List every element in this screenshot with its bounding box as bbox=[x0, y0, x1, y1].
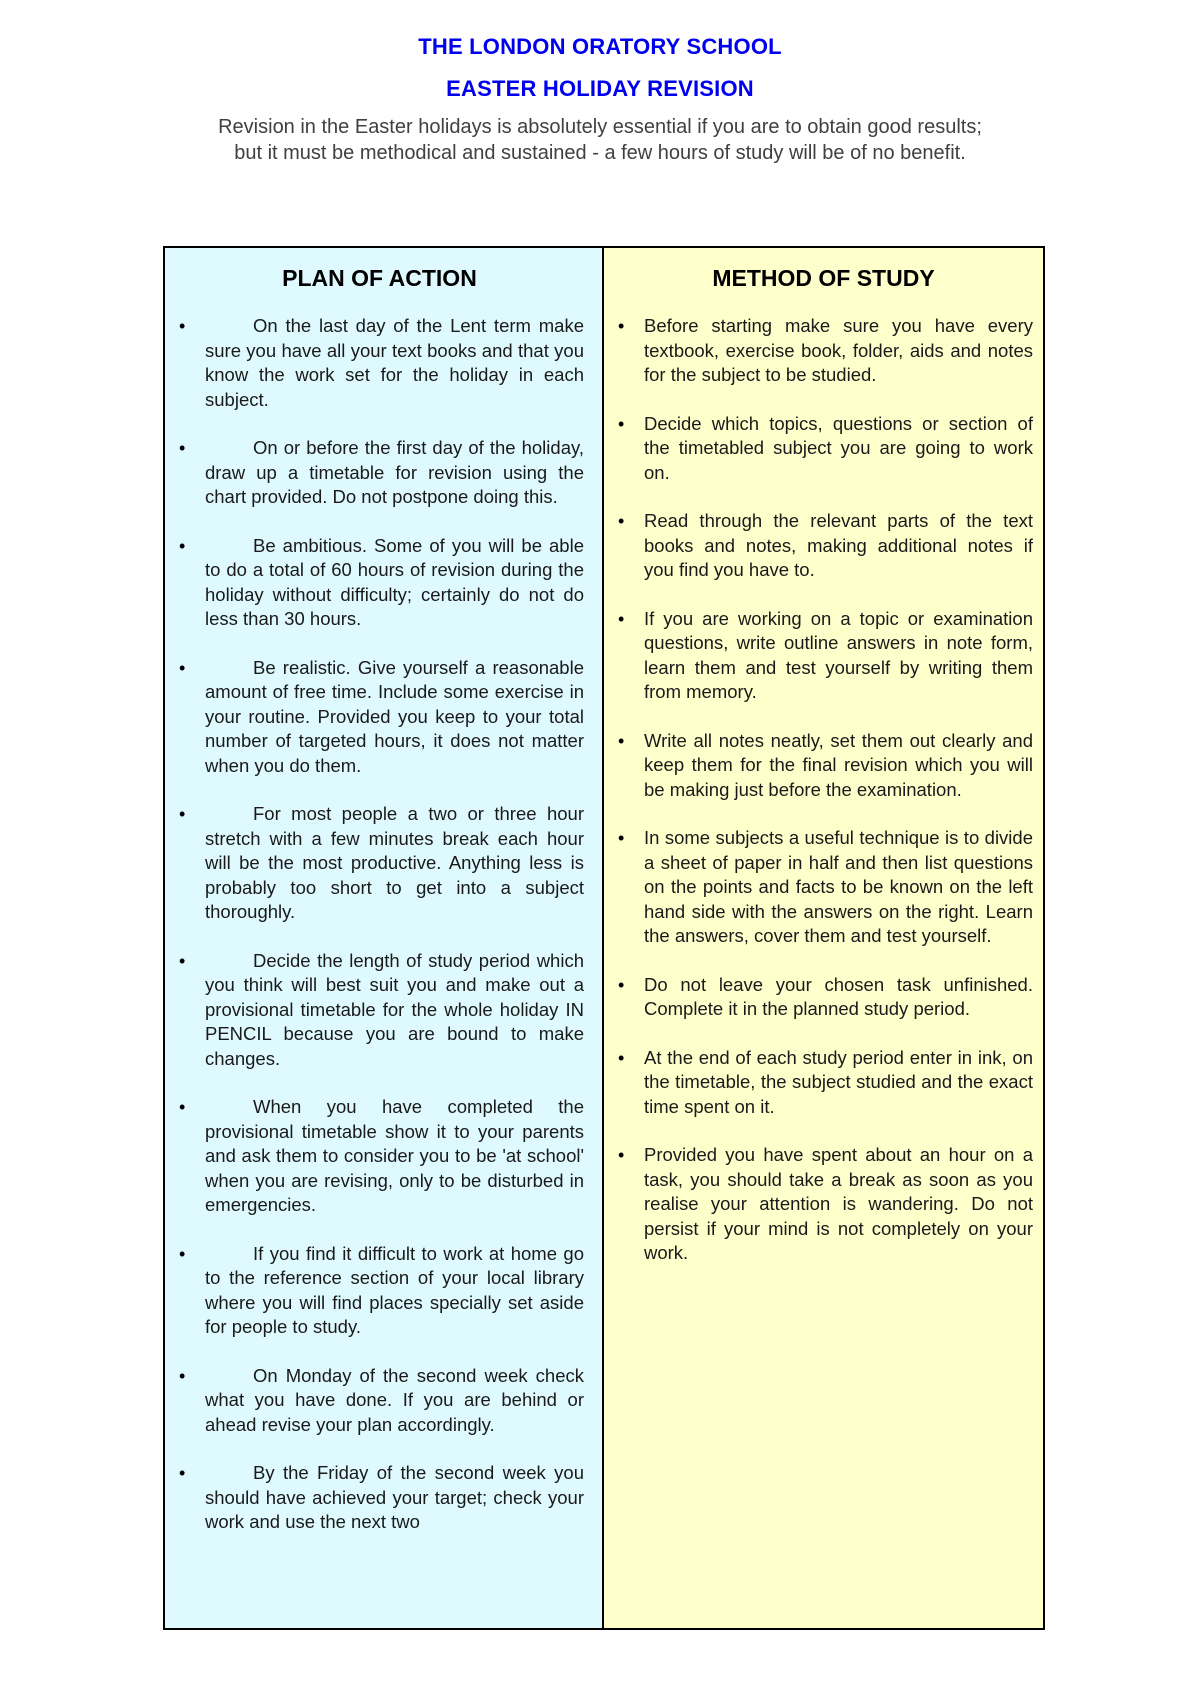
document-header bbox=[0, 34, 1200, 166]
bullet-icon: • bbox=[179, 1365, 186, 1386]
bullet-icon: • bbox=[179, 1463, 186, 1483]
method-item-text: Read through the relevant parts of the text books and notes, making additional notes if you find you have to. bbox=[644, 510, 1033, 580]
bullet-icon: • bbox=[179, 950, 186, 971]
method-of-study-heading: METHOD OF STUDY bbox=[712, 265, 935, 291]
method-item-text: Decide which topics, questions or section of the timetabled subject you are going to work on. bbox=[644, 412, 1033, 483]
method-item bbox=[614, 1143, 1033, 1266]
intro-line-2: but it must be methodical and sustained - a few hours of study will be of no benefit. bbox=[234, 142, 966, 164]
bullet-icon: • bbox=[618, 316, 625, 336]
bullet-icon: • bbox=[179, 535, 186, 556]
plan-item-text: Decide the length of study period which you think will best suit you and make out a provisional timetable for the whole holiday IN PENCIL because you are bound to make changes. bbox=[205, 949, 584, 1069]
plan-item bbox=[175, 314, 584, 412]
plan-of-action-column bbox=[165, 248, 604, 1628]
method-item-text: Write all notes neatly, set them out clearly and keep them for the final revision which you will be making just before the examination. bbox=[644, 729, 1033, 800]
method-item bbox=[614, 314, 1033, 388]
bullet-icon: • bbox=[618, 828, 625, 848]
bullet-icon: • bbox=[179, 804, 186, 824]
plan-item-text: When you have completed the provisional timetable show it to your parents and ask them to consider you to be 'at school' when you are revising, only to be disturbed in emergencies. bbox=[205, 1096, 584, 1215]
plan-item bbox=[175, 802, 584, 925]
plan-of-action-list bbox=[175, 314, 584, 1535]
plan-item bbox=[175, 534, 584, 632]
plan-item-text: On Monday of the second week check what you have done. If you are behind or ahead revise your plan accordingly. bbox=[205, 1364, 584, 1435]
plan-item-text: If you find it difficult to work at home go to the reference section of your local library where you will find places specially set aside for people to study. bbox=[205, 1242, 584, 1337]
method-item-text: Do not leave your chosen task unfinished. Complete it in the planned study period. bbox=[644, 973, 1033, 1019]
plan-item bbox=[175, 436, 584, 510]
bullet-icon: • bbox=[179, 657, 186, 678]
intro-line-1: Revision in the Easter holidays is absolutely essential if you are to obtain good results; bbox=[218, 116, 982, 138]
bullet-icon: • bbox=[618, 413, 625, 434]
school-title: THE LONDON ORATORY SCHOOL bbox=[418, 34, 782, 59]
method-item bbox=[614, 1046, 1033, 1120]
method-item bbox=[614, 973, 1033, 1022]
method-of-study-column bbox=[604, 248, 1043, 1628]
plan-item-text: Be realistic. Give yourself a reasonable amount of free time. Include some exercise in your routine. Provided you keep to your total number of targeted hours, it does not matter when you do them. bbox=[205, 656, 584, 776]
bullet-icon: • bbox=[618, 1047, 625, 1068]
plan-item bbox=[175, 1242, 584, 1340]
bullet-icon: • bbox=[618, 974, 625, 995]
plan-item bbox=[175, 1364, 584, 1438]
plan-item bbox=[175, 656, 584, 779]
plan-item-text: By the Friday of the second week you should have achieved your target; check your work and use the next two bbox=[205, 1462, 584, 1532]
method-item bbox=[614, 729, 1033, 803]
method-item-text: At the end of each study period enter in ink, on the timetable, the subject studied and the exact time spent on it. bbox=[644, 1046, 1033, 1117]
plan-item bbox=[175, 1461, 584, 1535]
method-item-text: Before starting make sure you have every textbook, exercise book, folder, aids and notes for the subject to be studied. bbox=[644, 315, 1033, 385]
bullet-icon: • bbox=[618, 1145, 625, 1165]
method-item bbox=[614, 412, 1033, 486]
plan-item-text: On the last day of the Lent term make sure you have all your text books and that you know the work set for the holiday in each subject. bbox=[205, 315, 584, 410]
bullet-icon: • bbox=[618, 730, 625, 751]
method-item bbox=[614, 826, 1033, 949]
bullet-icon: • bbox=[179, 1243, 186, 1264]
revision-table bbox=[163, 246, 1045, 1630]
method-item-text: Provided you have spent about an hour on a task, you should take a break as soon as you realise your attention is wandering. Do not persist if your mind is not completely on your work. bbox=[644, 1144, 1033, 1263]
plan-of-action-heading: PLAN OF ACTION bbox=[282, 265, 477, 291]
bullet-icon: • bbox=[179, 1097, 186, 1117]
bullet-icon: • bbox=[618, 511, 625, 531]
plan-item-text: Be ambitious. Some of you will be able to do a total of 60 hours of revision during the holiday without difficulty; certainly do not do less than 30 hours. bbox=[205, 534, 584, 629]
bullet-icon: • bbox=[179, 316, 186, 336]
plan-item bbox=[175, 1095, 584, 1218]
bullet-icon: • bbox=[618, 608, 625, 629]
plan-item-text: For most people a two or three hour stretch with a few minutes break each hour will be the most productive. Anything less is probably too short to get into a subject thoroughly. bbox=[205, 803, 584, 922]
plan-item-text: On or before the first day of the holiday, draw up a timetable for revision using the chart provided. Do not postpone doing this. bbox=[205, 437, 584, 507]
bullet-icon: • bbox=[179, 438, 186, 458]
plan-item bbox=[175, 949, 584, 1072]
method-item-text: If you are working on a topic or examination questions, write outline answers in note form, learn them and test yourself by writing them from memory. bbox=[644, 607, 1033, 702]
method-item bbox=[614, 509, 1033, 583]
document-subtitle: EASTER HOLIDAY REVISION bbox=[446, 76, 754, 101]
method-of-study-list bbox=[614, 314, 1033, 1266]
method-item bbox=[614, 607, 1033, 705]
method-item-text: In some subjects a useful technique is to divide a sheet of paper in half and then list questions on the points and facts to be known on the left hand side with the answers on the right. Learn the answers, cover them and test yourself. bbox=[644, 827, 1033, 946]
